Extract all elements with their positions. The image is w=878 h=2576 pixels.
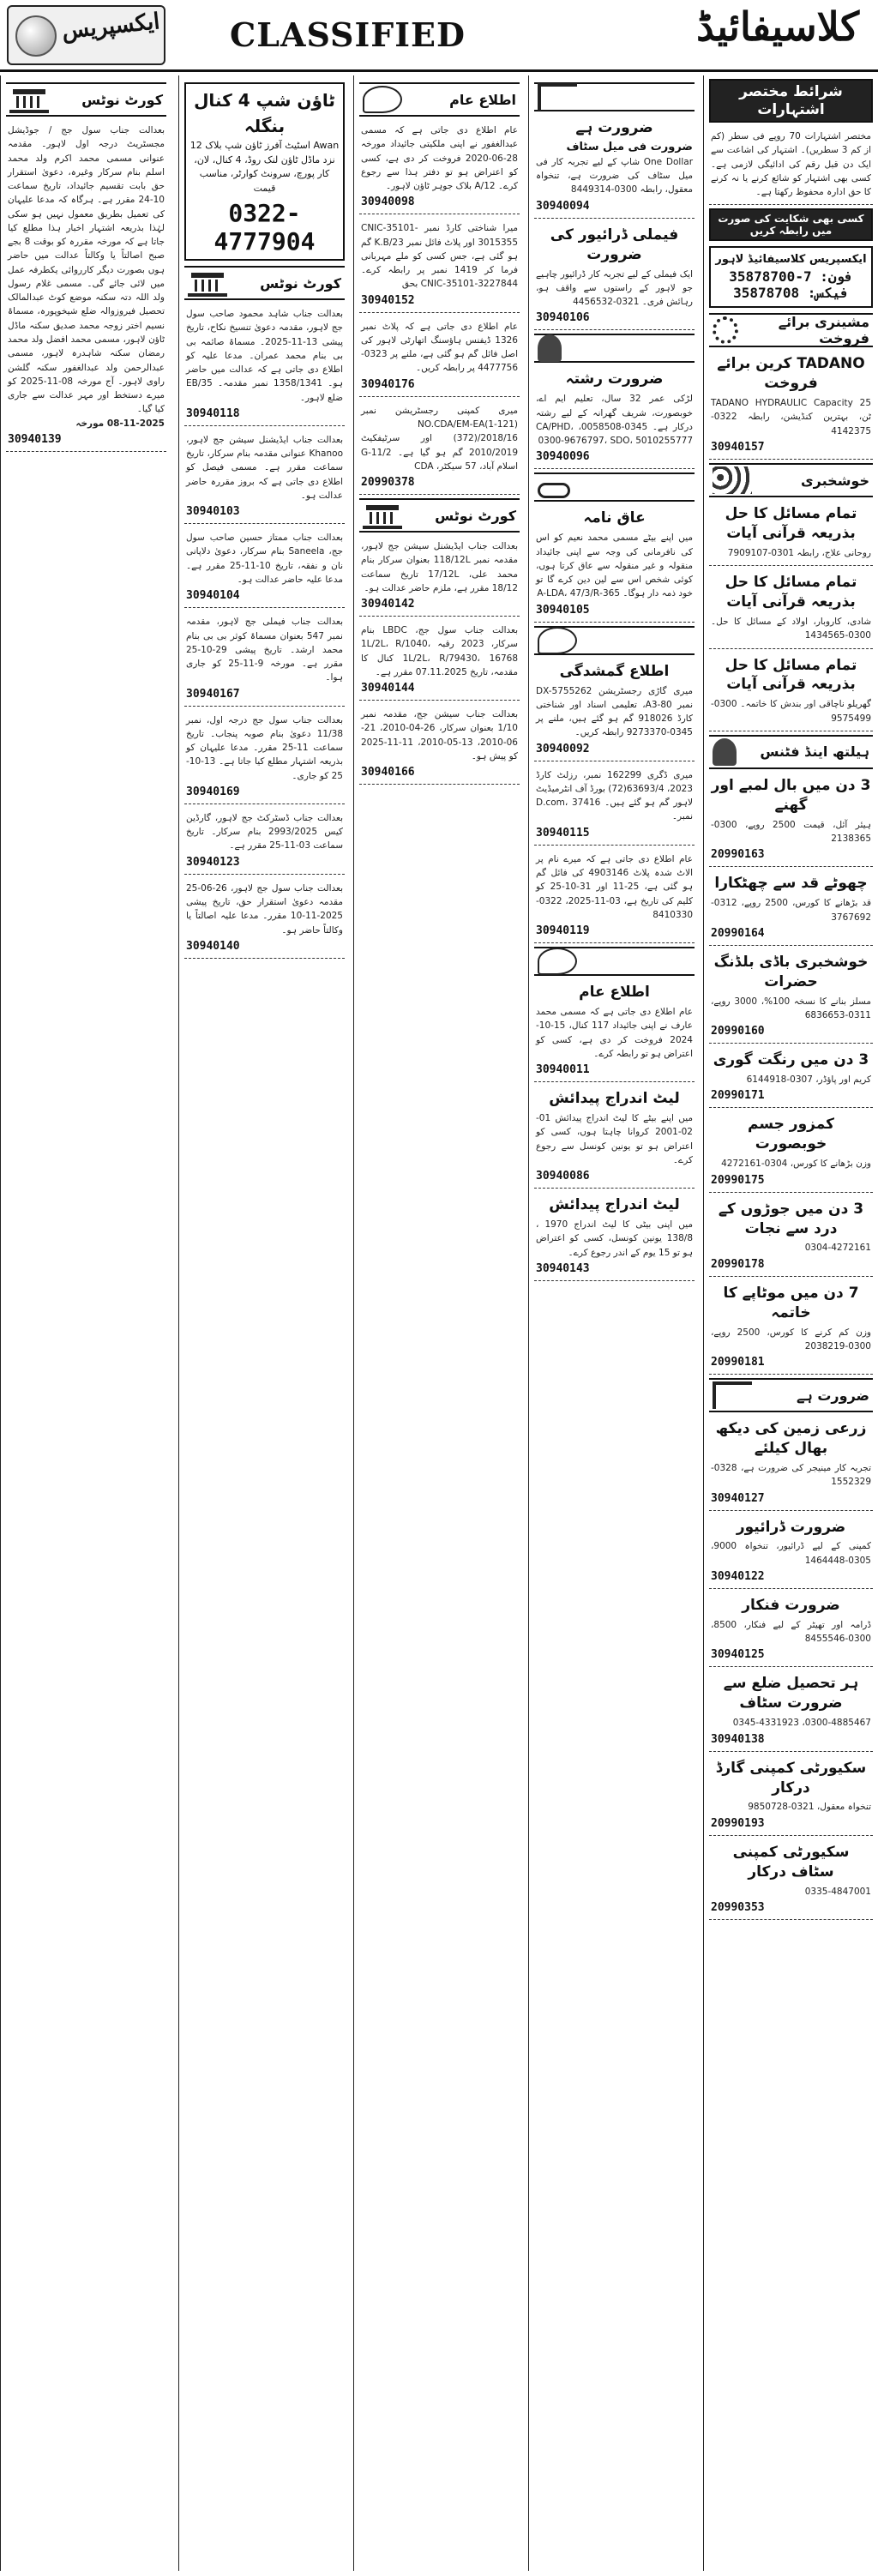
ad-code: 30940096 — [536, 450, 590, 464]
ad-body: میری کمپنی رجسٹریشن نمبر NO.CDA/EM-EA(1-121)(372)/2018/16 اور سرٹیفکیٹ 2010/2019 گم ہو گیا ہے۔ G-11/2 اسلام آباد، 57 سیکٹر، CDA — [361, 405, 518, 472]
ad-body: میں اپنی بیٹی کا لیٹ اندراج 1970 ، 138/8 یونین کونسل، کسی کو اعتراض ہو تو 15 یوم کے اندر رجوع کرے۔ — [536, 1219, 693, 1258]
ad-subheading: ضرورت فی میل سٹاف — [566, 140, 693, 153]
ad-body: 0300-4885467، 0345-4331923 — [732, 1718, 871, 1729]
ad-date: 08-11-2025 مورخہ — [75, 418, 165, 429]
ad-code: 20990175 — [711, 1173, 765, 1187]
ad-body: بعدالت جناب سول جج لاہور، 26-06-25 مقدمہ دعویٰ استقرار حق، تاریخ پیشی 2025-11-10 مقرر۔ مدعا علیہ اصالتاً یا وکالتاً حاضر ہو۔ — [186, 882, 343, 936]
ad-body: تجربہ کار مینیجر کی ضرورت ہے، 0328-1552329 — [711, 1463, 871, 1488]
featured-title: ٹاؤن شپ 4 کنال بنگلہ — [194, 90, 335, 136]
contact-fax: 35878708 :فیکس — [733, 285, 849, 302]
section-divider — [534, 334, 695, 363]
column-3 — [353, 75, 525, 2571]
crane-icon — [538, 83, 577, 111]
ad-heading: 3 دن میں رنگت گوری — [713, 1051, 869, 1069]
ad-body: میرا شناختی کارڈ نمبر CNIC-35101-3015355 اور پلاٹ فائل نمبر 23/K.B گم ہو گئی ہے، جس کسی کو ملے مہربانی فرما کر 1419 نمبر پر رابطہ کرے۔ CNIC-35101-3227844 بحق — [361, 223, 519, 290]
ad-heading: سکیورٹی کمپنی سٹاف درکار — [732, 1843, 850, 1881]
ad-code: 20990193 — [711, 1816, 765, 1830]
classified-ad — [709, 1280, 873, 1375]
ad-code: 30940144 — [361, 682, 415, 695]
col5-ad-list — [709, 313, 873, 1920]
globe-icon — [15, 15, 57, 57]
crowd-icon — [713, 466, 752, 494]
ad-code: 20990353 — [711, 1900, 765, 1914]
classified-ad — [534, 366, 695, 469]
ad-body: ایک فیملی کے لیے تجربہ کار ڈرائیور چاہیے جو لاہور کے راستوں سے واقف ہو، رہائش فری۔ 0321-4456532 — [536, 268, 693, 308]
contact-box — [709, 246, 873, 308]
ad-code: 30940118 — [186, 406, 240, 420]
ad-body: میری گاڑی رجسٹریشن DX-5755262 نمبر A3-80، تعلیمی اسناد اور شناختی کارڈ 918026 گم ہو گئے ہیں، ملنے پر 0345-9273370 رابطہ کریں۔ — [536, 685, 693, 738]
complaint-banner: کسی بھی شکایت کی صورت میں رابطہ کریں — [709, 208, 873, 241]
ad-code: 30940094 — [536, 199, 590, 213]
classified-ad — [709, 1111, 873, 1192]
speech-icon — [538, 627, 577, 654]
court-icon — [9, 86, 49, 113]
col2-ad-list — [184, 304, 345, 959]
section-divider — [534, 82, 695, 111]
classified-ad — [184, 808, 345, 875]
ad-body: عام اطلاع دی جاتی ہے کہ مسمی محمد عارف نے اپنی جائیداد 117 کنال، 15-10-2024 فروخت کر دی ہے، کسی کو اعتراض ہو تو رابطہ کرے۔ — [536, 1007, 693, 1059]
ad-code: 30940157 — [711, 441, 765, 454]
ad-heading: اطلاع گمشدگی — [559, 662, 670, 680]
section-header — [709, 463, 873, 497]
ad-heading: عاق نامہ — [583, 509, 646, 527]
section-label: خوشخبری — [801, 472, 869, 489]
ad-heading: تمام مسائل کا حل بذریعہ قرآنی آیات — [725, 574, 857, 611]
classified-ad — [709, 653, 873, 731]
classified-ad — [359, 120, 520, 214]
ad-code: 30940098 — [361, 196, 415, 209]
contact-phone: 35878700-7 :فون — [729, 268, 853, 286]
section-divider — [534, 626, 695, 655]
ad-body: قد بڑھانے کا کورس، 2500 روپے، 0312-3767692 — [711, 898, 872, 923]
classified-ad — [359, 400, 520, 495]
classified-ad — [709, 1755, 873, 1836]
ad-body: بعدالت جناب ممتاز حسین صاحب سول جج، Saneela بنام سرکار، دعویٰ دلاپانی نان و نفقہ، تاریخ 10-11-25 مقرر ہے۔ مدعا علیہ حاضر عدالت ہو۔ — [186, 533, 344, 585]
section-header-notice — [359, 82, 520, 117]
court-icon — [363, 502, 402, 529]
ad-heading: ضرورت فنکار — [742, 1597, 840, 1614]
ad-body: بعدالت جناب ایڈیشنل سیشن جج لاہور، Khanoo عنوانی مقدمہ بنام سرکار، تاریخ سماعت مقرر ہے۔ مسمی فیصل کو اطلاع دی جاتی ہے کہ بروز مقررہ حاضر عدالت ہو۔ — [186, 434, 343, 501]
section-label: اطلاع عام — [449, 91, 516, 108]
section-header-court — [359, 498, 520, 533]
ad-code: 30940011 — [536, 1063, 590, 1077]
ad-body: بعدالت جناب سیشن جج، مقدمہ نمبر 1/10 بعنوان سرکار، 26-04-2010، 21-06-2010، 13-05-2010، 11-11-2025 کو پیش ہو۔ — [361, 709, 518, 761]
classified-ad — [534, 222, 695, 331]
ad-heading: TADANO کرین برائے فروخت — [717, 355, 865, 393]
column-2 — [178, 75, 350, 2571]
ad-code: 20990164 — [711, 926, 765, 940]
featured-desc: Awan اسٹیٹ آفرز ٹاؤن شپ بلاک 12 نزد ماڈل ٹاؤن لنک روڈ، 4 کنال، لان، کار پورچ، سرونٹ کوارٹر، مناسب قیمت — [189, 140, 340, 194]
featured-ad — [184, 82, 345, 261]
classified-ad — [534, 849, 695, 943]
ad-code: 30940127 — [711, 1491, 765, 1505]
section-label: کورٹ نوٹس — [81, 91, 163, 108]
ad-code: 30940115 — [536, 826, 590, 840]
ad-body: بعدالت جناب سول جج درجہ اول، نمبر 11/38 دعویٰ بنام صوبہ پنجاب۔ تاریخ سماعت 11-25 مقرر۔ مدعا علیہان کو بذریعہ اشتہار مطلع کیا جاتا ہے۔ 13-10-25 کو جاری۔ — [186, 714, 343, 781]
section-header — [709, 735, 873, 769]
section-divider — [534, 947, 695, 976]
ad-body: TADANO HYDRAULIC Capacity 25 ٹن، بہترین کنڈیشن، رابطہ 0322-4142375 — [711, 398, 871, 436]
ad-code: 30940104 — [186, 589, 240, 603]
classified-ad — [709, 1047, 873, 1108]
col4-ad-list — [534, 82, 695, 1281]
logo-text: ایکسپریس — [60, 9, 161, 45]
ad-heading: تمام مسائل کا حل بذریعہ قرآنی آیات — [725, 656, 857, 694]
ad-body: بعدالت جناب ایڈیشنل سیشن جج لاہور، مقدمہ نمبر 118/12L بعنوان سرکار بنام محمد علی، 17/12L تاریخ سماعت 18/12 مقرر ہے، ملزم حاضر عدالت ہو۔ — [361, 541, 519, 593]
ad-body: وزن کم کرنے کا کورس، 2500 روپے، 0300-2038219 — [711, 1327, 871, 1351]
col3-ad-list-2 — [359, 536, 520, 785]
classified-ad — [709, 1839, 873, 1920]
person-icon — [538, 334, 562, 362]
classified-ad — [709, 1416, 873, 1510]
ad-code: 30940119 — [536, 924, 590, 938]
ad-heading: 7 دن میں موٹاپے کا خاتمہ — [723, 1284, 859, 1321]
col3-ad-list-1 — [359, 120, 520, 495]
column-1 — [0, 75, 171, 2571]
ad-heading: سکیورٹی کمپنی گارڈ درکار — [715, 1759, 867, 1797]
classified-ad — [359, 704, 520, 785]
ad-heading: فیملی ڈرائیور کی ضرورت — [550, 226, 679, 263]
ad-code: 30940122 — [711, 1570, 765, 1583]
classified-ad — [709, 1514, 873, 1589]
ad-heading: ہر تحصیل ضلع سے ضرورت سٹاف — [723, 1675, 859, 1712]
ad-code: 30940167 — [186, 687, 240, 701]
express-logo — [7, 5, 165, 65]
ad-body: بعدالت جناب فیملی جج لاہور، مقدمہ نمبر 547 بعنوان مسماۃ کوثر بی بی بنام محمد ارشد۔ تاریخ پیشی 29-10-25 مقرر ہے۔ مورخہ 9-11-25 کو جاری ہوا۔ — [186, 617, 343, 683]
ad-heading: ضرورت ہے — [575, 119, 653, 136]
classified-ad — [709, 1592, 873, 1667]
classified-ad — [534, 659, 695, 761]
section-header-court — [6, 82, 166, 117]
classified-ad — [184, 304, 345, 426]
ad-code: 30940140 — [186, 939, 240, 953]
ad-heading: زرعی زمین کی دیکھ بھال کیلئے — [715, 1420, 867, 1458]
court-icon — [188, 269, 227, 297]
ad-body: میں اپنے بیٹے مسمی محمد نعیم کو اس کی نافرمانی کی وجہ سے اپنی جائیداد منقولہ و غیر منقولہ سے عاق کرتا ہوں، کوئی شخص اس سے لین دین کرے گا تو خود ذمہ دار ہوگا۔ 365-A-LDA، 47/3/R — [536, 533, 693, 599]
section-header — [709, 1378, 873, 1412]
ad-heading: خوشخبری باڈی بلڈنگ حضرات — [713, 953, 869, 990]
ad-code: 30940086 — [536, 1170, 590, 1183]
ad-body: شادی، کاروبار، اولاد کے مسائل کا حل۔ 0300-1434565 — [711, 617, 871, 641]
classified-ad — [534, 765, 695, 846]
ad-code: 20990171 — [711, 1089, 765, 1103]
person-icon — [713, 738, 737, 766]
ad-code: 20990178 — [711, 1257, 765, 1271]
section-header — [709, 313, 873, 347]
classified-ad — [359, 620, 520, 701]
column-5 — [703, 75, 878, 2571]
section-label: مشینری برائے فروخت — [778, 314, 869, 347]
classified-ad — [709, 351, 873, 460]
ad-body: لڑکی عمر 32 سال، تعلیم ایم اے، خوبصورت، شریف گھرانہ کے لیے رشتہ درکار ہے۔ 0345-0058508، CA/PHD، 0300-9676797، SDO، 5010255777 — [536, 394, 693, 447]
classified-ad — [184, 430, 345, 524]
classified-ad — [709, 569, 873, 648]
ad-body: بعدالت جناب شاہد محمود صاحب سول جج لاہور، مقدمہ دعویٰ تنسیخ نکاح، تاریخ پیشی 13-11-2025۔ مسماۃ صائمہ بی بی بنام محمد عمران۔ مدعا علیہ کو اطلاع دی جاتی ہے کہ عدالت میں حاضر ہو۔ 1358/1341 نمبر مقدمہ۔ 35/EB ضلع لاہور۔ — [186, 309, 343, 403]
classified-ad — [184, 878, 345, 959]
classified-ad — [709, 1196, 873, 1277]
ad-body: عام اطلاع دی جاتی ہے کہ پلاٹ نمبر 1326 ڈیفنس ہاؤسنگ اتھارٹی لاہور کی اصل فائل گم ہو گئی ہے، ملنے پر 0323-4477756 پر رابطہ کریں۔ — [361, 321, 518, 374]
classified-ad — [709, 773, 873, 867]
classified-ad — [534, 115, 695, 219]
ad-body: میری ڈگری 162299 نمبر، رزلٹ کارڈ 2023، 63693/4(72) بورڈ آف انٹرمیڈیٹ لاہور گم ہو گئے ہیں۔ D.com، 37416 نمبر۔ — [536, 769, 694, 822]
ad-code: 30940125 — [711, 1648, 765, 1662]
ad-code: 20990163 — [711, 848, 765, 862]
ad-code: 30940103 — [186, 505, 240, 519]
classified-ad — [709, 870, 873, 945]
ad-heading: تمام مسائل کا حل بذریعہ قرآنی آیات — [725, 505, 857, 542]
gears-icon — [713, 316, 738, 344]
ad-code: 30940176 — [361, 377, 415, 391]
classified-ad — [184, 710, 345, 804]
ad-body: عام اطلاع دی جاتی ہے کہ میرے نام پر الاٹ شدہ پلاٹ 4903146 کی فائل گم ہو گئی ہے، 25-11 اور 31-10-25 کو کلیم کی تاریخ ہے، 03-11-2025، 0322-8410330 — [536, 853, 694, 920]
section-header-court — [184, 266, 345, 300]
ad-heading: لیٹ اندراج پیدائش — [549, 1196, 680, 1214]
ad-heading: ضرورت ڈرائیور — [736, 1518, 846, 1536]
rates-info — [709, 126, 873, 205]
ad-body: ہیئر آئل، قیمت 2500 روپے، 0300-2138365 — [711, 819, 872, 845]
chain-icon — [538, 483, 570, 498]
ad-code: 30940142 — [361, 598, 415, 611]
contact-office: ایکسپریس کلاسیفائیڈ لاہور — [715, 253, 867, 267]
ad-heading: لیٹ اندراج پیدائش — [549, 1090, 680, 1108]
ad-heading: 3 دن میں جوڑوں کے درد سے نجات — [718, 1200, 864, 1237]
ad-body: عام اطلاع دی جاتی ہے کہ مسمی عبدالغفور نے اپنی ملکیتی جائیداد مورخہ 28-06-2020 فروخت کر دی ہے، کسی کو اعتراض ہو تو دفتر ہذا سے رجوع کرے۔ 12/A بلاک جوہر ٹاؤن لاہور۔ — [361, 125, 518, 192]
classified-ad — [534, 1086, 695, 1189]
speech-icon — [538, 948, 577, 975]
ad-code: 30940166 — [361, 766, 415, 779]
classified-ad — [709, 949, 873, 1044]
court-notice-ad — [6, 120, 166, 452]
classified-ad — [359, 218, 520, 312]
ad-code: 30940092 — [536, 742, 590, 755]
ad-code: 30940152 — [361, 293, 415, 307]
ad-code: 30940143 — [536, 1261, 590, 1275]
rates-banner: شرائط مختصر اشتہارات — [709, 79, 873, 123]
section-label: ضرورت ہے — [797, 1387, 869, 1404]
ad-body: 0335-4847001 — [804, 1886, 871, 1897]
ad-body: وزن بڑھانے کا کورس، 0304-4272161 — [721, 1159, 871, 1170]
classified-ad — [184, 527, 345, 608]
section-label: ہیلتھ اینڈ فٹنس — [760, 743, 869, 761]
ad-code: 30940169 — [186, 785, 240, 798]
ad-code: 30940139 — [8, 432, 62, 446]
page-header — [0, 0, 878, 72]
ad-code: 30940106 — [536, 311, 590, 325]
classified-ad — [534, 979, 695, 1082]
ad-code: 20990181 — [711, 1356, 765, 1369]
crane-icon — [713, 1381, 752, 1409]
ad-body: روحانی علاج، رابطہ 0301-7909107 — [727, 547, 871, 558]
ad-body: بعدالت جناب سول جج، LBDC بنام سرکار، 2023 رقبہ 1L/2L، R/1040، 1L/2L، R/79430، 16768 کنال کا مقدمہ، تاریخ 07.11.2025 مقرر ہے۔ — [361, 625, 519, 677]
classified-ad — [534, 1192, 695, 1281]
section-divider — [534, 472, 695, 502]
classified-ad — [184, 611, 345, 706]
ad-body: ڈرامہ اور تھیٹر کے لیے فنکار، 8500، 0300-8455546 — [711, 1619, 871, 1645]
ad-body: One Dollar شاپ کے لیے تجربہ کار فی میل سٹاف کی ضرورت ہے، تنخواہ معقول، رابطہ 0300-8449314 — [536, 156, 694, 196]
classified-ad — [709, 501, 873, 566]
ad-heading: 3 دن میں بال لمبے اور گھنے — [711, 776, 871, 814]
ad-heading: ضرورت رشتہ — [565, 370, 664, 388]
ad-code: 30940138 — [711, 1732, 765, 1746]
classified-ad — [709, 1670, 873, 1751]
title-urdu: کلاسیفائیڈ — [696, 3, 859, 50]
ad-body: بعدالت جناب ڈسٹرکٹ جج لاہور، گارڈین کیس 2993/2025 بنام سرکار۔ تاریخ سماعت 03-11-25 مقرر ہے۔ — [186, 812, 343, 852]
megaphone-icon — [363, 86, 402, 113]
ad-heading: اطلاع عام — [579, 984, 650, 1002]
ad-body: کمپنی کے لیے ڈرائیور، تنخواہ 9000، 0305-1464448 — [711, 1541, 871, 1566]
section-label: کورٹ نوٹس — [260, 274, 341, 292]
ad-body: تنخواہ معقول، 0321-9850728 — [748, 1802, 871, 1813]
column-4 — [528, 75, 700, 2571]
ad-code: 20990378 — [361, 476, 415, 490]
classified-ad — [534, 505, 695, 622]
classified-ad — [359, 536, 520, 617]
ad-body: مسلز بنانے کا نسخہ 100%، 3000 روپے، 0311-6836653 — [711, 996, 871, 1020]
ad-code: 30940123 — [186, 855, 240, 869]
featured-phone: 0322-4777904 — [213, 199, 316, 256]
ad-body: میں اپنے بیٹے کا لیٹ اندراج پیدائش 01-02-2001 کروانا چاہتا ہوں، کسی کو اعتراض ہو تو یونین کونسل سے رجوع کرے۔ — [536, 1113, 693, 1165]
ad-heading: چھوٹے قد سے چھٹکارا — [714, 875, 868, 893]
ad-code: 30940105 — [536, 603, 590, 617]
classified-ad — [359, 316, 520, 397]
section-label: کورٹ نوٹس — [435, 507, 516, 524]
ad-body: گھریلو ناچاقی اور بندش کا خاتمہ۔ 0300-9575499 — [711, 699, 871, 724]
ad-body: بعدالت جناب سول جج / جوڈیشل مجسٹریٹ درجہ اول لاہور۔ مقدمہ عنوانی مسمی محمد اکرم ولد محمد اسلم بنام سرکار وغیرہ، دعویٰ استقرار حق بابت تقسیم جائیداد، تاریخ سماعت 10-24 مقرر ہے۔ ہرگاہ کہ مدعا علیہان کی تعمیل بطریق معمول نہیں ہو سکی لہٰذا بذریعہ اشتہار اخبار ہذا مطلع کیا جاتا ہے کہ مورخہ مقررہ کو بوقت 8 بجے صبح اصالتاً یا وکالتاً عدالت میں حاضر ہوں بصورت دیگر کارروائی یکطرفہ عمل میں لائی جائے گی۔ مسمی غلام رسول ولد اللہ دتہ سکنہ موضع کوٹ عبدالمالک تحصیل فیروزوالہ ضلع شیخوپورہ، مسماۃ نسیم اختر زوجہ محمد صدیق سکنہ ماڈل ٹاؤن لاہور، مسمی محمد افضل ولد محمد رمضان سکنہ شاہدرہ لاہور، مسمی عبدالرحمن ولد عبدالغفور سکنہ گلشن راوی لاہور۔ آج مورخہ 08-11-2025 کو میرے دستخط اور مہر عدالت سے جاری کیا گیا۔ — [8, 125, 165, 415]
ad-body: 0304-4272161 — [804, 1243, 871, 1254]
ad-heading: کمزور جسم خوبصورت — [747, 1116, 834, 1153]
ad-body: کریم اور پاؤڈر، 0307-6144918 — [746, 1074, 871, 1086]
rates-body: مختصر اشتہارات 70 روپے فی سطر (کم از کم 3 سطریں)۔ اشتہار کی اشاعت سے ایک دن قبل رقم کی ادائیگی لازمی ہے۔ کسی بھی اشتہار کو شائع کرنے یا نہ کرنے کا حق ادارہ محفوظ رکھتا ہے۔ — [711, 131, 871, 198]
title-english: CLASSIFIED — [230, 15, 466, 54]
ad-code: 20990160 — [711, 1025, 765, 1038]
